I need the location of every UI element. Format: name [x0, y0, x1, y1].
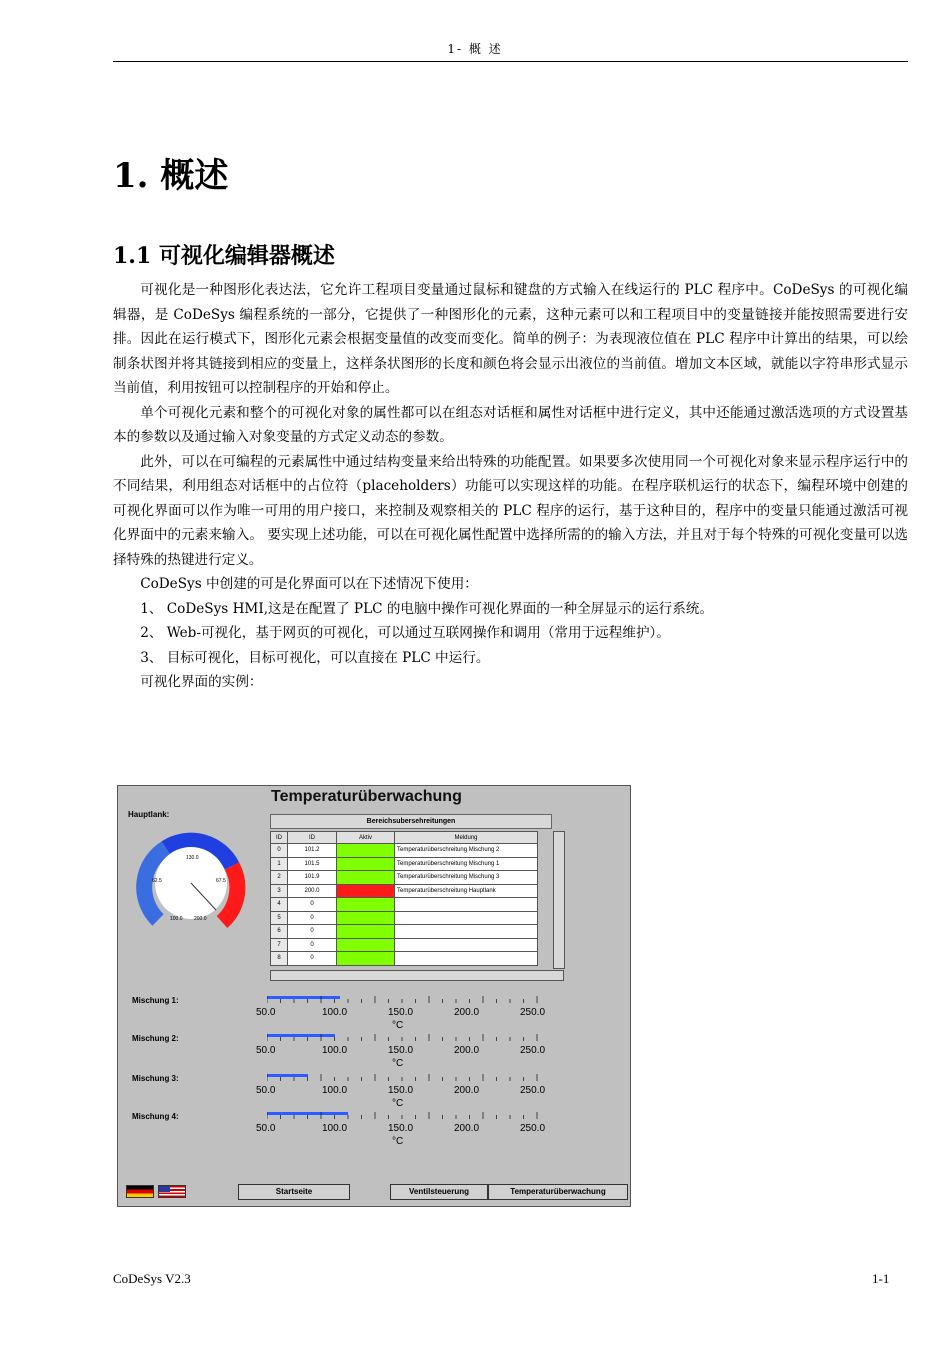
mix-label: Mischung 3: [132, 1074, 179, 1083]
row-value: 101.9 [288, 871, 337, 885]
row-status-indicator [337, 857, 395, 871]
scale-label: 50.0 [256, 1085, 276, 1096]
footer-product: CoDeSys V2.3 [113, 1271, 191, 1286]
list-item: 2、 Web-可视化，基于网页的可视化，可以通过互联网操作和调用（常用于远程维护）。 [140, 625, 670, 641]
scale-label: 150.0 [388, 1045, 414, 1056]
mix-label: Mischung 1: [132, 996, 179, 1005]
gauge-tick-label: 62.5 [152, 878, 162, 884]
scale-label: 150.0 [388, 1123, 414, 1134]
row-value: 0 [288, 938, 337, 952]
scale-label: 100.0 [322, 1123, 348, 1134]
scale-label: 150.0 [388, 1085, 414, 1096]
row-status-indicator [337, 952, 395, 966]
german-flag-icon[interactable] [126, 1185, 154, 1198]
scale-label: 250.0 [520, 1123, 546, 1134]
gauge-tick-label: 67.5 [216, 878, 226, 884]
row-message: Temperaturüberschreitung Mischung 3 [395, 871, 538, 885]
paragraph: 单个可视化元素和整个的可视化对象的属性都可以在组态对话框和属性对话框中进行定义，其中还能通过激活选项的方式设置基本的参数以及通过输入对象变量的方式定义动态的参数。 [113, 404, 908, 445]
viz-title: Temperaturüberwachung [271, 788, 462, 805]
row-status-indicator [337, 871, 395, 885]
row-id: 7 [271, 938, 288, 952]
row-message [395, 898, 538, 912]
scale-label: 200.0 [454, 1007, 480, 1018]
column-header: ID [288, 832, 337, 844]
mix-row [132, 1034, 612, 1074]
start-page-button[interactable]: Startseite [238, 1184, 350, 1200]
horizontal-scrollbar[interactable] [270, 970, 564, 981]
mix-level-bar [267, 1108, 547, 1122]
row-message [395, 911, 538, 925]
scale-label: 50.0 [256, 1123, 276, 1134]
table-row[interactable] [271, 857, 538, 871]
scale-unit: °C [392, 1136, 404, 1147]
column-header: Aktiv [337, 832, 395, 844]
row-value: 0 [288, 952, 337, 966]
row-value: 0 [288, 911, 337, 925]
vertical-scrollbar[interactable] [553, 831, 565, 969]
table-row[interactable] [271, 871, 538, 885]
row-message: Temperaturüberschreitung Mischung 1 [395, 857, 538, 871]
footer-page-number: 1-1 [872, 1271, 890, 1286]
table-row[interactable] [271, 952, 538, 966]
row-message [395, 938, 538, 952]
tank-label: Hauptlank: [128, 810, 170, 819]
gauge-tick-label: 130.0 [186, 855, 199, 861]
row-message [395, 925, 538, 939]
list-item: 1、 CoDeSys HMI,这是在配置了 PLC 的电脑中操作可视化界面的一种全屏显示的运行系统。 [140, 600, 714, 617]
row-id: 2 [271, 871, 288, 885]
row-value: 200.0 [288, 884, 337, 898]
row-value: 0 [288, 925, 337, 939]
section-title: 1.1 可视化编辑器概述 [113, 243, 335, 269]
paragraph: 可视化是一种图形化表达法，它允许工程项目变量通过鼠标和键盘的方式输入在线运行的 PLC 程序中。CoDeSys 的可视化编辑器，是 CoDeSys 编程系统的一部分，它提供了一种图形化的元素，这种元素可以和工程项目中的变量链接并能按照需要进行安排。因此在运行模式下，图形化元素会根据变量值的改变而变化。简单的例子：为表现液位值在 PLC 程序中计算出的结果，可以绘制条状图并将其链接到相应的变量上，这样条状图形的长度和颜色将会显示出液位的当前值。增加文本区域，就能以字符串形式显示当前值，利用按钮可以控制程序的开始和停止。 [113, 282, 908, 396]
row-message [395, 952, 538, 966]
us-flag-icon[interactable] [158, 1185, 186, 1198]
running-header: 1- 概 述 [447, 42, 503, 56]
scale-label: 200.0 [454, 1045, 480, 1056]
row-message: Temperaturüberschreitung Hauptlank [395, 884, 538, 898]
scale-label: 50.0 [256, 1045, 276, 1056]
row-value: 101.5 [288, 857, 337, 871]
scale-label: 250.0 [520, 1085, 546, 1096]
row-status-indicator [337, 925, 395, 939]
row-value: 101.2 [288, 844, 337, 858]
row-id: 3 [271, 884, 288, 898]
row-id: 4 [271, 898, 288, 912]
column-header: ID [271, 832, 288, 844]
mix-level-bar [267, 992, 547, 1006]
table-row[interactable] [271, 925, 538, 939]
row-message: Temperaturüberschreitung Mischung 2 [395, 844, 538, 858]
mix-level-bar [267, 1030, 547, 1044]
row-status-indicator [337, 844, 395, 858]
mix-row [132, 1112, 612, 1152]
row-status-indicator [337, 911, 395, 925]
table-row[interactable] [271, 938, 538, 952]
table-row[interactable] [271, 911, 538, 925]
chapter-title: 1. 概述 [113, 156, 229, 196]
scale-label: 100.0 [322, 1085, 348, 1096]
row-status-indicator [337, 884, 395, 898]
row-status-indicator [337, 898, 395, 912]
scale-label: 250.0 [520, 1045, 546, 1056]
mix-level-bar [267, 1070, 547, 1084]
alarm-table-panel [268, 814, 566, 984]
row-id: 0 [271, 844, 288, 858]
scale-label: 200.0 [454, 1085, 480, 1096]
temperature-monitoring-button[interactable]: Temperaturüberwachung [488, 1184, 628, 1200]
scale-unit: °C [392, 1020, 404, 1031]
scale-label: 200.0 [454, 1123, 480, 1134]
mix-label: Mischung 2: [132, 1034, 179, 1043]
tank-gauge [136, 828, 246, 938]
mix-label: Mischung 4: [132, 1112, 179, 1121]
paragraph: 此外，可以在可编程的元素属性中通过结构变量来给出特殊的功能配置。如果要多次使用同一个可视化对象来显示程序运行中的不同结果，利用组态对话框中的占位符（placeholders）功能可以实现这样的功能。在程序联机运行的状态下，编程环境中创建的可视化界面可以作为唯一可用的用户接口，来控制及观察相关的 PLC 程序的运行，基于这种目的，程序中的变量只能通过激活可视化界面中的元素来输入。 要实现上述功能，可以在可视化属性配置中选择所需的的输入方法，并且对于每个特殊的可视化变量可以选择特殊的热键进行定义。 [113, 453, 908, 568]
scale-unit: °C [392, 1058, 404, 1069]
scale-label: 50.0 [256, 1007, 276, 1018]
table-row[interactable] [271, 884, 538, 898]
scale-label: 100.0 [322, 1045, 348, 1056]
mix-level-fill [267, 1074, 308, 1077]
table-row[interactable] [271, 898, 538, 912]
scale-label: 250.0 [520, 1007, 546, 1018]
alarm-table-header: Bereichsubersehreitungen [270, 814, 552, 829]
row-id: 8 [271, 952, 288, 966]
valve-control-button[interactable]: Ventilsteuerung [390, 1184, 488, 1200]
paragraph: CoDeSys 中创建的可是化界面可以在下述情况下使用： [140, 576, 478, 592]
gauge-tick-label: 100.0 [170, 916, 183, 922]
row-status-indicator [337, 938, 395, 952]
list-item: 3、 目标可视化，目标可视化，可以直接在 PLC 中运行。 [140, 649, 490, 666]
alarm-table [270, 831, 538, 966]
mix-level-fill [267, 996, 340, 999]
gauge-tick-label: 200.0 [194, 916, 207, 922]
scale-label: 100.0 [322, 1007, 348, 1018]
header-rule [113, 61, 908, 62]
scale-unit: °C [392, 1098, 404, 1109]
column-header: Meldung [395, 832, 538, 844]
mix-level-fill [267, 1034, 335, 1037]
example-caption: 可视化界面的实例： [140, 674, 263, 690]
visualization-screenshot [117, 785, 631, 1207]
body-text [113, 278, 908, 695]
row-value: 0 [288, 898, 337, 912]
row-id: 5 [271, 911, 288, 925]
viz-nav-bar [122, 1182, 624, 1200]
table-row[interactable] [271, 844, 538, 858]
scale-label: 150.0 [388, 1007, 414, 1018]
row-id: 6 [271, 925, 288, 939]
mix-level-fill [267, 1112, 348, 1115]
row-id: 1 [271, 857, 288, 871]
